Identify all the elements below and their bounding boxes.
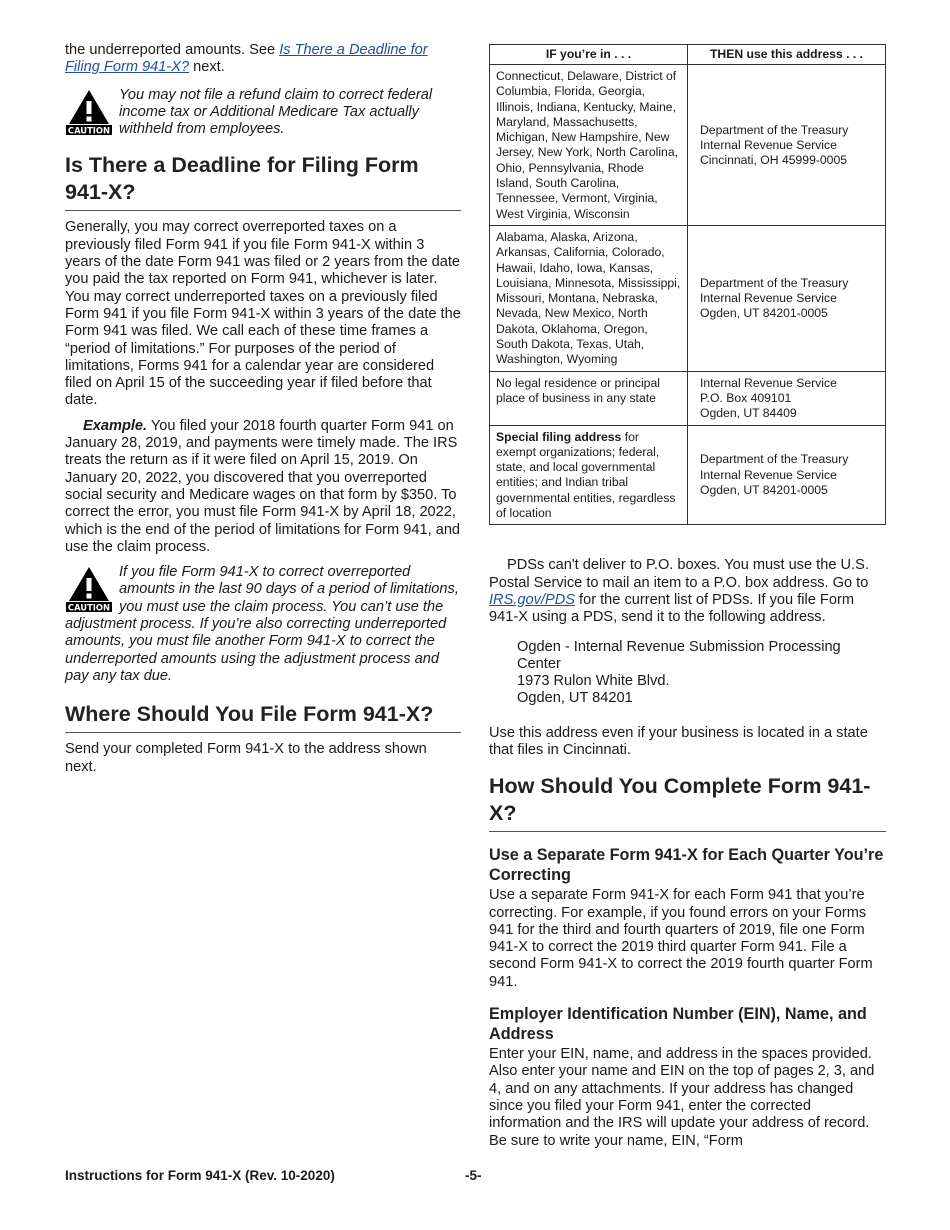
pds-address-block [517,639,877,708]
intro-end: next. [189,59,225,76]
address-line: Department of the Treasury [700,275,849,290]
irs-pds-link[interactable]: IRS.gov/PDS [489,591,575,608]
intro-paragraph [65,42,461,77]
caution-label: CAUTION [67,602,111,613]
paragraph-cincinnati: Use this address even if your business is located in a state that files in Cincinnati. [489,724,868,758]
example-label: Example. [83,417,148,434]
table-cell-state: Alabama, Alaska, Arizona, Arkansas, California, Colorado, Hawaii, Idaho, Iowa, Kansas, Louisiana, Minnesota, Mississippi, Missouri, Montana, Nebraska, Nevada, New Mexico, North Dakota, Oklahoma, Oregon, South Dakota, Texas, Utah, Washington, Wyoming [490,225,688,371]
caution-text-refund: You may not file a refund claim to correct federal income tax or Additional Medicare Tax actually withheld from employees. [119,86,433,138]
table-header-state: IF you’re in . . . [490,45,688,65]
address-table [489,44,886,525]
footer-title: Instructions for Form 941-X (Rev. 10-2020) [65,1168,335,1183]
caution-label: CAUTION [67,124,111,135]
pds-address-line: 1973 Rulon White Blvd. [517,673,670,690]
address-line: Cincinnati, OH 45999-0005 [700,153,848,168]
caution-note-refund [65,87,461,139]
paragraph-separate: Use a separate Form 941-X for each Form 941 that you’re correcting. For example, if you found errors on your Forms 941 for the third and fourth quarters of 2019, file one Form 941-X to correct the 2019 third quarter Form 941. File a second Form 941-X to correct the 2019 fourth quarter Form 941. [489,887,873,990]
left-column [65,42,461,776]
subheading-ein: Employer Identification Number (EIN), Name, and Address [489,1005,867,1044]
address-line: Department of the Treasury [700,452,849,467]
special-filing-text: for exempt organizations; federal, state, and local governmental entities; and Indian tribal governmental entities, regardless of location [496,429,676,521]
address-line: Department of the Treasury [700,122,849,137]
subheading-separate: Use a Separate Form 941-X for Each Quarter You’re Correcting [489,846,884,885]
paragraph-where: Send your completed Form 941-X to the address shown next. [65,741,427,775]
table-row [490,371,886,425]
table-cell-address [688,65,886,226]
table-cell-address [688,425,886,525]
heading-complete: How Should You Complete Form 941-X? [489,773,886,832]
caution-text-claim: If you file Form 941-X to correct overreported amounts in the last 90 days of a period of limitations, you must use the claim process. You can’t use the adjustment process. If you’re also correcting underreported amounts, you must file another Form 941-X to correct the underreported amounts using the adjustment process and pay any tax due. [65,564,459,684]
page-number: -5- [465,1168,482,1183]
caution-icon [65,566,113,612]
table-cell-address [688,371,886,425]
address-line: Internal Revenue Service [700,467,837,482]
caution-note-claim [65,564,461,685]
example-paragraph [65,418,461,556]
paragraph-deadline: Generally, you may correct overreported taxes on a previously filed Form 941 if you file Form 941-X within 3 years of the date Form 941 was filed or 2 years from the date you paid the tax reported on Form 941, whichever is later. You may correct underreported taxes on a previously filed Form 941 if you file Form 941-X within 3 years of the date the Form 941 was filed. We call each of these time frames a “period of limitations.” For purposes of the period of limitations, Forms 941 for a calendar year are considered filed on April 15 of the succeeding year if filed before that date. [65,219,461,409]
pds-address-line: Ogden - Internal Revenue Submission Processing Center [517,638,841,672]
table-cell-state [490,425,688,525]
example-text: You filed your 2018 fourth quarter Form 941 on January 28, 2019, and payments were timely made. The IRS treats the return as if it were filed on April 15, 2019. On January 20, 2022, you discovered that you overreported social security and Medicare wages on that form by $350. To correct the error, you must file Form 941-X by April 18, 2022, which is the end of the period of limitations for Form 941, and use the claim process. [65,417,461,555]
pds-paragraph [489,557,886,626]
table-cell-address [688,225,886,371]
paragraph-ein: Enter your EIN, name, and address in the spaces provided. Also enter your name and EIN on the top of pages 2, 3, and 4, and on any attachments. If your address has changed since you filed your Form 941, enter the corrected information and the IRS will update your address of record. Be sure to write your name, EIN, “Form [489,1046,875,1149]
address-line: Internal Revenue Service [700,375,837,390]
address-line: P.O. Box 409101 [700,390,792,405]
table-row [490,225,886,371]
address-line: Ogden, UT 84409 [700,406,797,421]
table-header-row [490,45,886,65]
pds-text-end: for the current list of PDSs. If you file Form 941-X using a PDS, send it to the following address. [489,591,854,626]
caution-icon [65,89,113,135]
table-cell-state: No legal residence or principal place of business in any state [490,371,688,425]
heading-where: Where Should You File Form 941-X? [65,701,461,733]
heading-deadline: Is There a Deadline for Filing Form 941-X? [65,152,461,211]
address-line: Internal Revenue Service [700,291,837,306]
table-cell-state: Connecticut, Delaware, District of Columbia, Florida, Georgia, Illinois, Indiana, Kentucky, Maine, Maryland, Massachusetts, Michigan, New Hampshire, New Jersey, New York, North Carolina, Ohio, Pennsylvania, Rhode Island, South Carolina, Tennessee, Vermont, Virginia, West Virginia, Wisconsin [490,65,688,226]
right-column [489,44,886,1150]
pds-text: PDSs can't deliver to P.O. boxes. You must use the U.S. Postal Service to mail an item to a P.O. box address. Go to [489,557,869,591]
table-row [490,65,886,226]
intro-text: the underreported amounts. See [65,42,280,58]
address-line: Ogden, UT 84201-0005 [700,306,828,321]
address-line: Ogden, UT 84201-0005 [700,483,828,498]
address-line: Internal Revenue Service [700,137,837,152]
pds-address-line: Ogden, UT 84201 [517,690,633,707]
table-header-address: THEN use this address . . . [688,45,886,65]
special-filing-label: Special filing address [496,429,622,444]
table-row [490,425,886,525]
deadline-link[interactable]: Is There a Deadline for Filing Form 941-X? [65,42,428,76]
